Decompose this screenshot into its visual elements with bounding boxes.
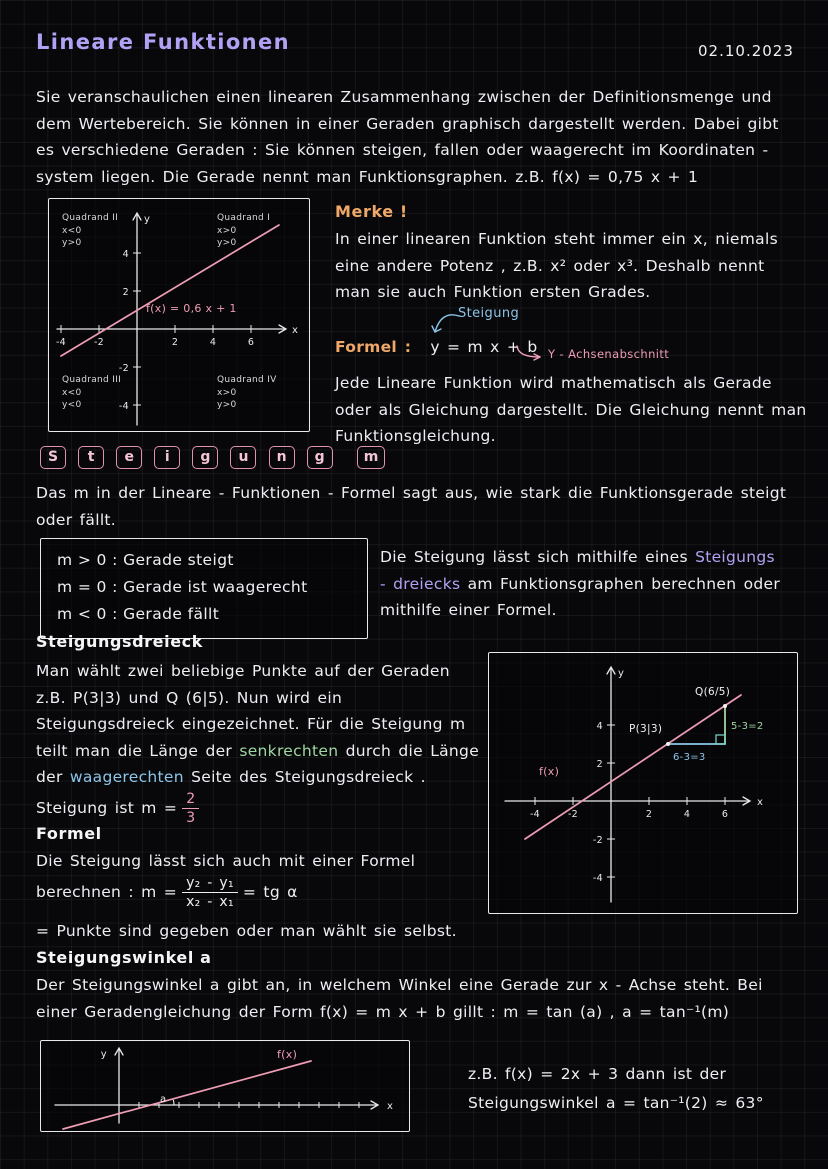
fraction-numerator: y₂ - y₁ — [182, 875, 238, 893]
function-label: f(x) — [277, 1048, 298, 1061]
fraction-numerator: 2 — [182, 791, 199, 809]
quadrant-2-cond: y>0 — [62, 238, 82, 248]
m-condition-row: m > 0 : Gerade steigt — [57, 551, 234, 569]
x-tick-label: 2 — [645, 809, 653, 820]
x-tick-label: 6 — [721, 809, 729, 820]
letter-box: e — [116, 446, 142, 469]
y-tick-label: -2 — [118, 363, 129, 374]
fraction-denominator: x₂ - x₁ — [186, 893, 234, 910]
x-axis-label: x — [757, 797, 764, 808]
page-date: 02.10.2023 — [698, 42, 794, 60]
quadrant-2-cond: x<0 — [62, 226, 82, 236]
quadrant-1-cond: x>0 — [217, 226, 237, 236]
steigung-heading — [40, 446, 392, 469]
y-tick-label: 4 — [122, 249, 129, 260]
quadrant-graph — [49, 199, 308, 430]
achsenabschnitt-annotation: Y - Achsenabschnitt — [548, 347, 670, 361]
point-q-label: Q(6/5) — [695, 686, 731, 698]
slope-fraction — [182, 791, 199, 826]
quadrant-graph-box — [48, 198, 310, 432]
quadrant-1-cond: y>0 — [217, 238, 237, 248]
vertical-leg-label: 5-3=2 — [731, 721, 764, 732]
formel-label: Formel : — [335, 338, 412, 356]
quadrant-1-label: Quadrand I — [217, 213, 271, 223]
m-conditions-box — [40, 538, 368, 639]
steigung-description: Das m in der Lineare - Funktionen - Formel sagt aus, wie stark die Funktionsgerade steigt oder fällt. — [36, 484, 787, 529]
letter-box: t — [78, 446, 104, 469]
page-title: Lineare Funktionen — [36, 30, 291, 54]
quadrant-4-cond: x>0 — [217, 388, 237, 398]
intro-paragraph: Sie veranschaulichen einen linearen Zusammenhang zwischen der Definitionsmenge und dem Wertebereich. Sie können in einer Geraden graphisch dargestellt werden. Dabei gibt es verschiedene Geraden : Sie können steigen, fallen oder waagerecht im Koordinaten - system liegen. Die Gerade nennt man Funktionsgraphen. z.B. f(x) = 0,75 x + 1 — [36, 88, 779, 186]
steigungsdreieck-paragraph — [36, 658, 484, 826]
formel-section-heading: Formel — [36, 824, 102, 843]
triangle-graph-box — [488, 652, 798, 914]
x-tick-label: -4 — [55, 337, 67, 348]
example-paragraph: z.B. f(x) = 2x + 3 dann ist der Steigungswinkel a = tan⁻¹(2) ≈ 63° — [468, 1065, 764, 1112]
function-label: f(x) — [539, 765, 560, 778]
formula-text: y = m x + b — [430, 338, 538, 356]
dreieck-info-part2: am Funktionsgraphen berechnen oder mithilfe einer Formel. — [380, 574, 781, 619]
m-condition-row: m < 0 : Gerade fällt — [57, 605, 220, 623]
letter-box: g — [192, 446, 218, 469]
m-condition-row: m = 0 : Gerade ist waagerecht — [57, 578, 308, 596]
steigung-annotation: Steigung — [458, 306, 520, 321]
quadrant-3-cond: y<0 — [62, 400, 82, 410]
sd-part1: Man wählt zwei beliebige Punkte auf der Geraden z.B. P(3|3) und Q (6|5). Nun wird ein Steigungsdreieck eingezeichnet. Für die Steigung m teilt man die Länge der — [36, 662, 466, 760]
sd-blue-word: waagerechten — [69, 768, 184, 786]
x-tick-label: 4 — [683, 809, 691, 820]
function-line — [61, 225, 279, 356]
winkel-heading: Steigungswinkel a — [36, 948, 212, 967]
quadrant-2-label: Quadrand II — [62, 213, 119, 223]
letter-box: u — [230, 446, 256, 469]
formula-row — [335, 334, 538, 361]
letter-box: n — [269, 446, 295, 469]
merke-paragraph: In einer linearen Funktion steht immer ein x, niemals eine andere Potenz , z.B. x² oder x³. Deshalb nennt man sie auch Funktion ersten Grades. — [335, 230, 778, 301]
quadrant-3-cond: x<0 — [62, 388, 82, 398]
point-p — [666, 742, 670, 746]
x-axis-label: x — [387, 1101, 394, 1112]
y-tick-label: -2 — [592, 835, 603, 846]
quadrant-3-label: Quadrand III — [62, 375, 122, 385]
angle-graph-box — [40, 1040, 410, 1132]
quadrant-4-label: Quadrand IV — [217, 375, 277, 385]
y-axis-label: y — [144, 214, 151, 225]
function-line — [63, 1061, 311, 1129]
y-axis-label: y — [618, 668, 625, 679]
point-q — [723, 704, 727, 708]
letter-box-m: m — [357, 446, 386, 469]
letter-box: i — [154, 446, 180, 469]
winkel-paragraph: Der Steigungswinkel a gibt an, in welchem Winkel eine Gerade zur x - Achse steht. Bei einer Geradengleichung der Form f(x) = m x + b gillt : m = tan (a) , a = tan⁻¹(m) — [36, 976, 763, 1021]
achsenabschnitt-arrow-icon — [514, 345, 544, 361]
y-tick-label: 2 — [122, 287, 129, 298]
formel-tail: = tg α — [242, 882, 298, 901]
quadrant-4-cond: y>0 — [217, 400, 237, 410]
gleichung-paragraph: Jede Lineare Funktion wird mathematisch als Gerade oder als Gleichung dargestellt. Die Gleichung nennt man Funktionsgleichung. — [335, 374, 807, 445]
x-tick-label: 4 — [209, 337, 217, 348]
sd-part3: Seite des Steigungsdreieck . Steigung ist m = — [36, 768, 426, 817]
x-axis-label: x — [292, 325, 299, 336]
dreieck-info-part1: Die Steigung lässt sich mithilfe eines — [380, 548, 696, 566]
letter-box: g — [307, 446, 333, 469]
formel-paragraph — [36, 848, 438, 910]
x-tick-label: -4 — [529, 809, 541, 820]
x-tick-label: 2 — [171, 337, 179, 348]
sd-green-word: senkrechten — [239, 741, 339, 760]
formula-fraction — [182, 875, 238, 910]
point-p-label: P(3|3) — [629, 723, 663, 735]
x-tick-label: -2 — [567, 809, 579, 820]
y-axis-label: y — [100, 1049, 107, 1060]
angle-arc — [173, 1100, 174, 1105]
y-tick-label: 4 — [596, 721, 603, 732]
x-tick-label: 6 — [247, 337, 255, 348]
right-angle-marker — [716, 735, 725, 744]
merke-heading: Merke ! — [335, 202, 408, 221]
y-tick-label: -4 — [118, 401, 129, 412]
horizontal-leg-label: 6-3=3 — [673, 752, 706, 763]
dreieck-info-highlight: Steigungs - dreiecks — [380, 548, 775, 593]
formel-note: = Punkte sind gegeben oder man wählt sie selbst. — [36, 922, 457, 940]
y-tick-label: -4 — [592, 873, 603, 884]
fraction-denominator: 3 — [186, 809, 196, 826]
formel-part1: Die Steigung lässt sich auch mit einer Formel berechnen : m = — [36, 852, 416, 901]
letter-box: S — [40, 446, 66, 469]
angle-label: a — [160, 1094, 167, 1105]
angle-graph — [41, 1041, 408, 1130]
y-tick-label: 2 — [596, 759, 603, 770]
dreieck-info-paragraph — [380, 544, 788, 624]
steigungsdreieck-heading: Steigungsdreieck — [36, 632, 203, 651]
sd-part2: durch die Länge der — [36, 741, 480, 786]
triangle-graph — [489, 653, 796, 912]
x-tick-label: -2 — [93, 337, 105, 348]
function-label: f(x) = 0,6 x + 1 — [146, 302, 237, 315]
